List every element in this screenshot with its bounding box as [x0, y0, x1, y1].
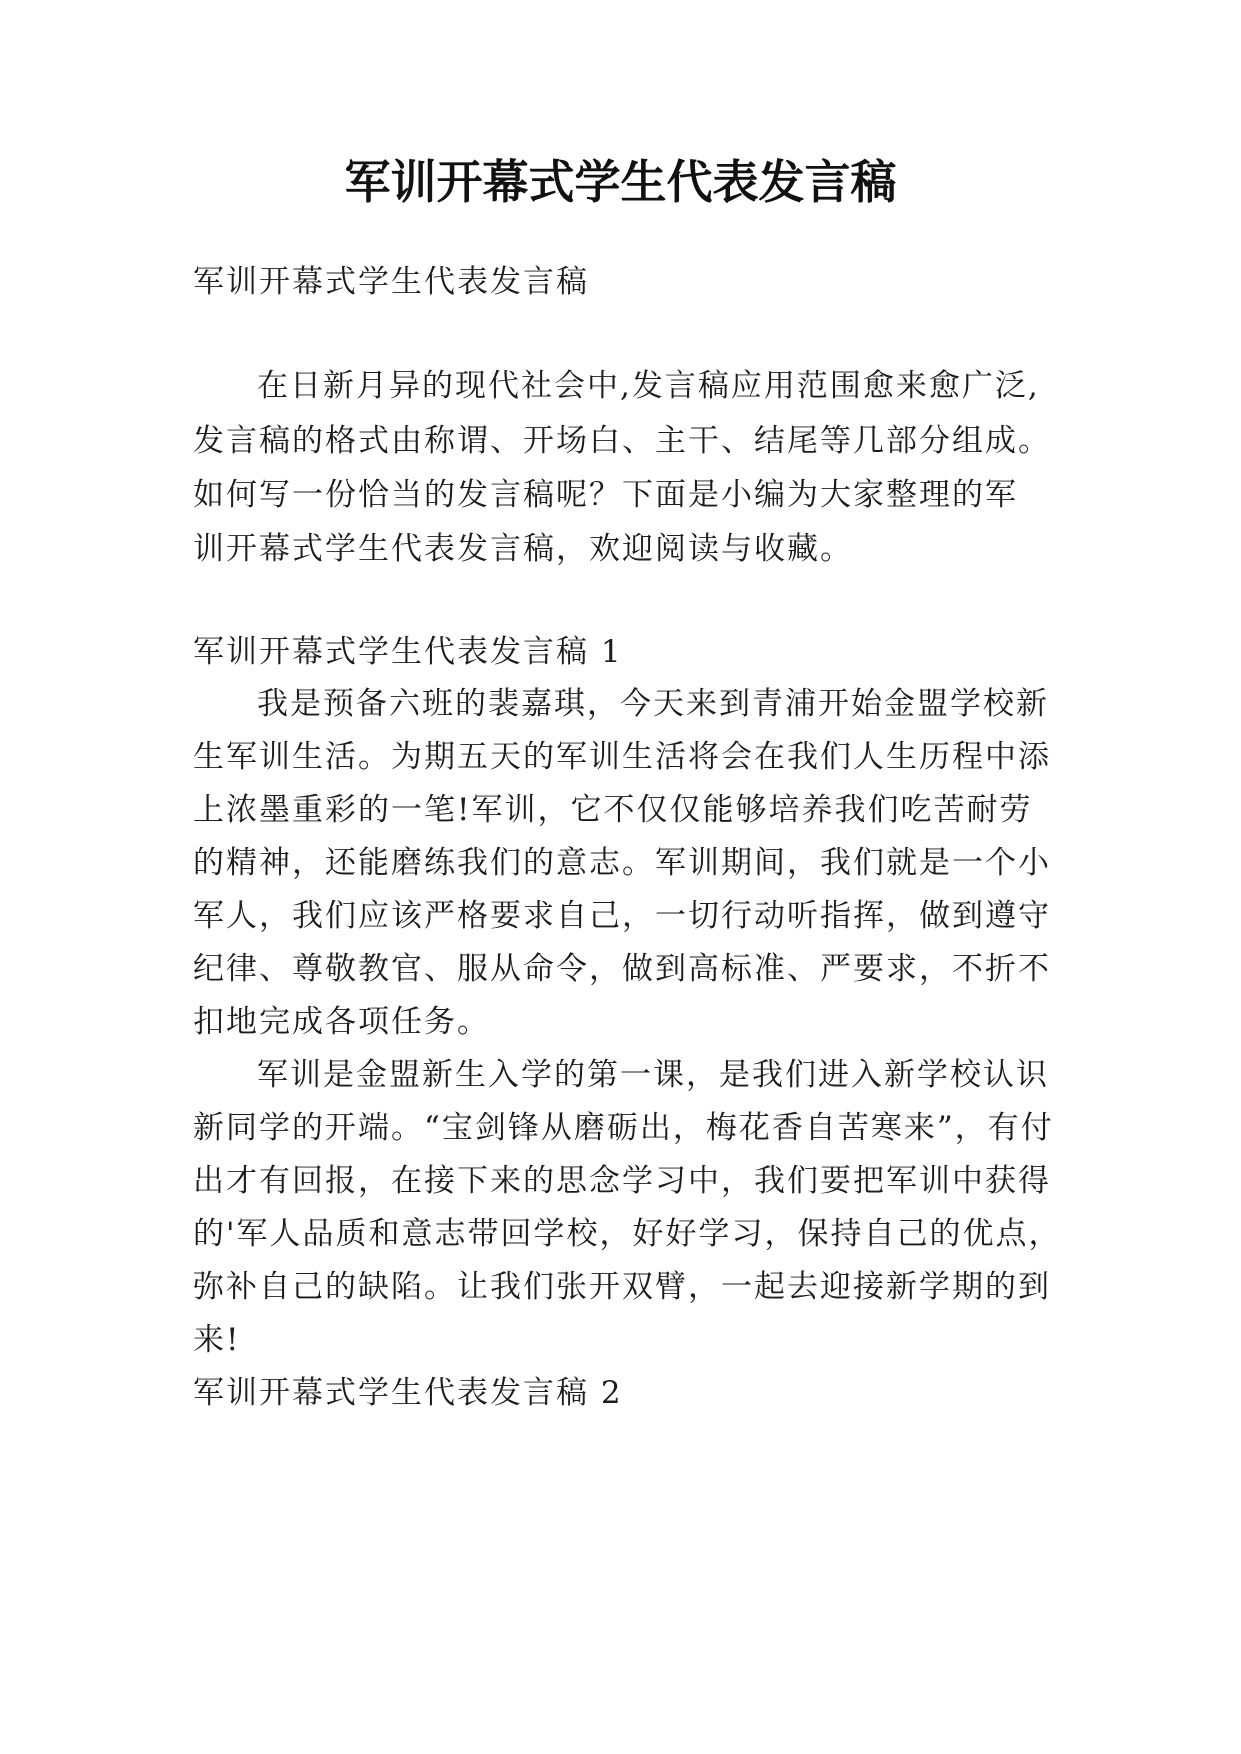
intro-line-2: 发言稿的格式由称谓、开场白、主干、结尾等几部分组成。 [193, 423, 1051, 459]
document-title: 军训开幕式学生代表发言稿 [344, 155, 897, 209]
section-1-para-2-line-1: 军训是金盟新生入学的第一课，是我们进入新学校认识 [257, 1057, 1049, 1093]
section-1-para-2-line-6: 来! [193, 1322, 241, 1358]
intro-line-1: 在日新月异的现代社会中,发言稿应用范围愈来愈广泛, [257, 368, 1040, 404]
section-1-para-1-line-7: 扣地完成各项任务。 [193, 1004, 490, 1040]
section-1-para-1-line-2: 生军训生活。为期五天的军训生活将会在我们人生历程中添 [193, 739, 1051, 775]
intro-line-3: 如何写一份恰当的发言稿呢？下面是小编为大家整理的军 [193, 477, 1018, 513]
section-1-para-2-line-2: 新同学的开端。“宝剑锋从磨砺出，梅花香自苦寒来”，有付 [193, 1110, 1054, 1146]
section-1-para-1-line-6: 纪律、尊敬教官、服从命令，做到高标准、严要求，不折不 [193, 951, 1051, 987]
intro-line-4: 训开幕式学生代表发言稿，欢迎阅读与收藏。 [193, 531, 853, 567]
section-1-para-2-line-4: 的'军人品质和意志带回学校，好好学习，保持自己的优点， [193, 1216, 1062, 1252]
section-1-para-2-line-3: 出才有回报，在接下来的思念学习中，我们要把军训中获得 [193, 1163, 1051, 1199]
section-2-heading: 军训开幕式学生代表发言稿 2 [193, 1375, 623, 1411]
section-1-heading: 军训开幕式学生代表发言稿 1 [193, 634, 623, 670]
subtitle: 军训开幕式学生代表发言稿 [193, 264, 589, 300]
section-1-para-2-line-5: 弥补自己的缺陷。让我们张开双臂，一起去迎接新学期的到 [193, 1269, 1051, 1305]
section-1-para-1-line-3: 上浓墨重彩的一笔!军训，它不仅仅能够培养我们吃苦耐劳 [193, 792, 1033, 828]
section-1-para-1-line-4: 的精神，还能磨练我们的意志。军训期间，我们就是一个小 [193, 845, 1051, 881]
section-1-para-1-line-5: 军人，我们应该严格要求自己，一切行动听指挥，做到遵守 [193, 898, 1051, 934]
section-1-para-1-line-1: 我是预备六班的裴嘉琪，今天来到青浦开始金盟学校新 [257, 686, 1049, 722]
